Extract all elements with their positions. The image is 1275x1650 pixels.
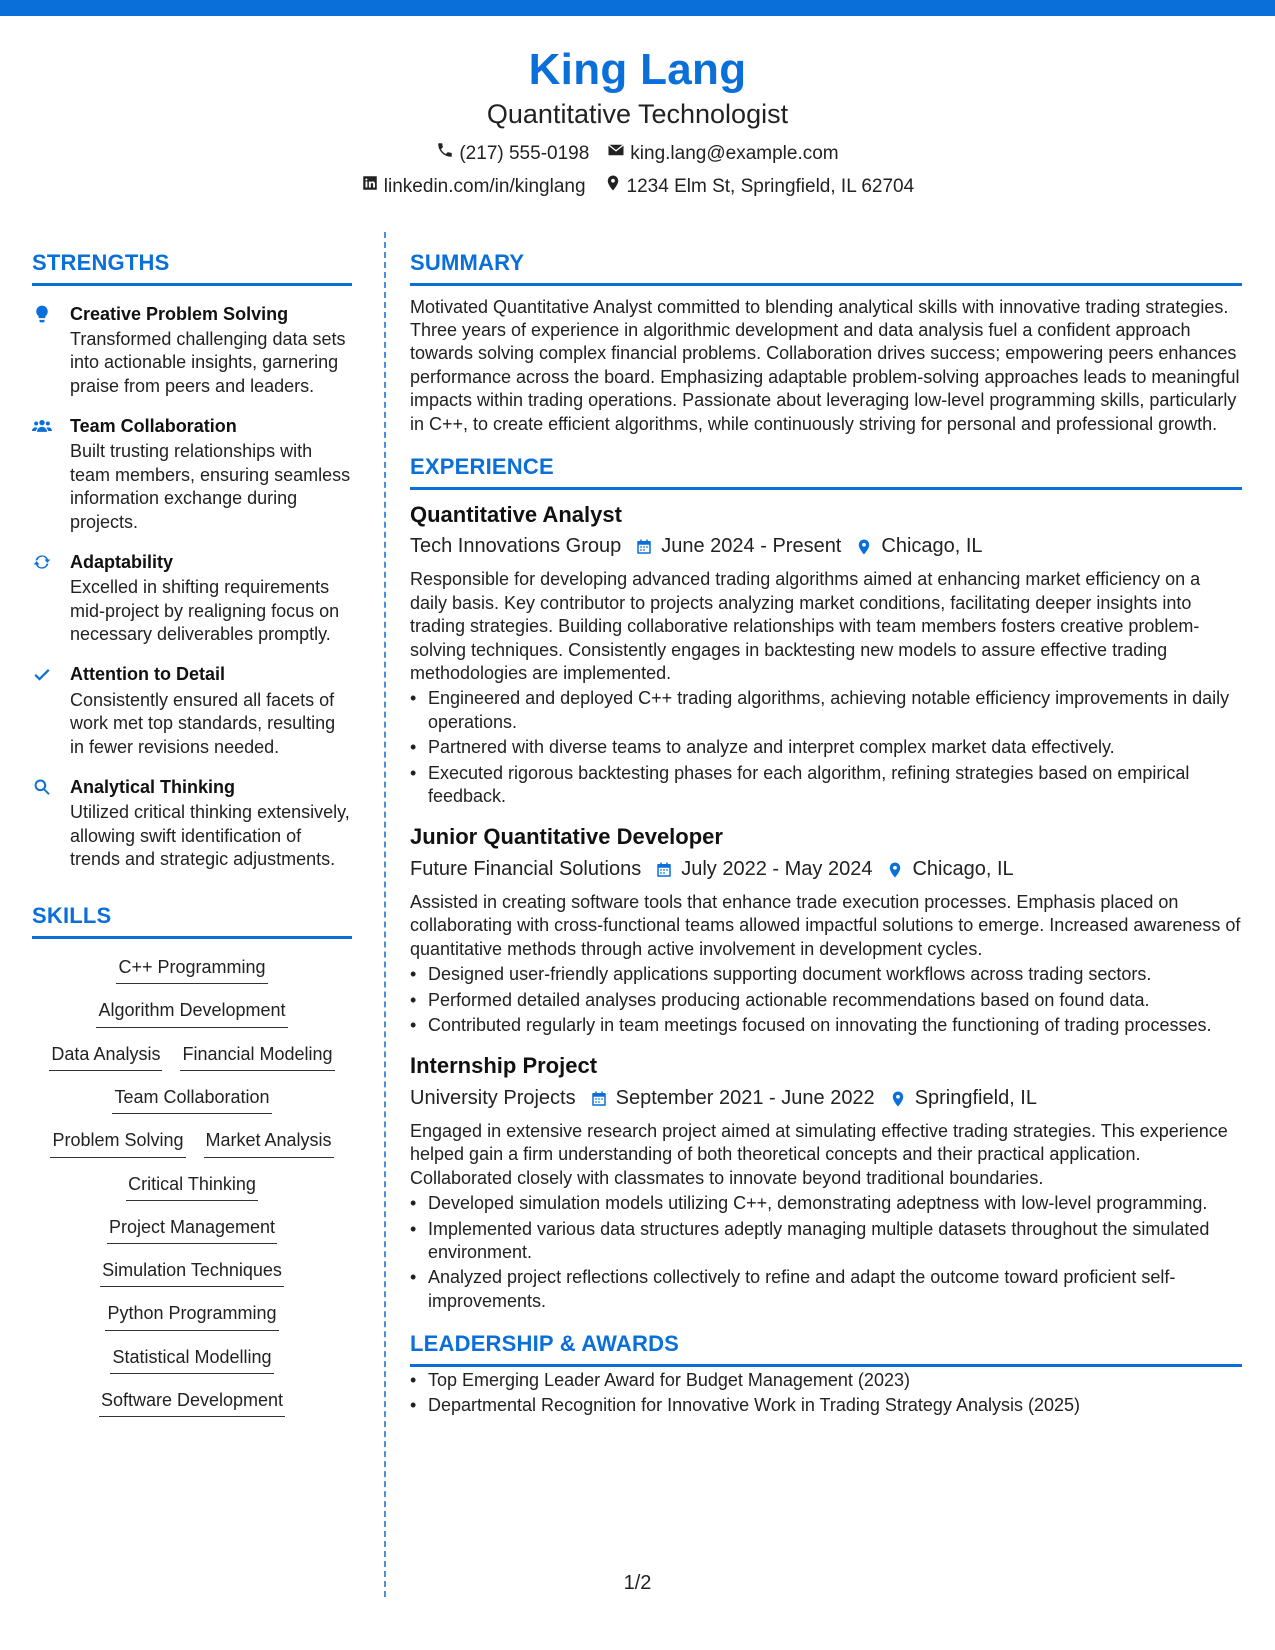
- skills-heading: SKILLS: [32, 901, 352, 939]
- bullet-item: • Contributed regularly in team meetings focused on innovating the functioning of trading processes.: [410, 1014, 1242, 1037]
- envelope-icon: [607, 141, 625, 167]
- strength-item: [32, 414, 352, 534]
- skill-tag: Problem Solving: [50, 1126, 185, 1157]
- strength-item: [32, 550, 352, 646]
- experience-heading: EXPERIENCE: [410, 452, 1242, 490]
- job-meta: [410, 1085, 1242, 1112]
- skill-tag: Python Programming: [105, 1299, 278, 1330]
- skill-row: [36, 1083, 348, 1114]
- column-divider: [384, 232, 386, 1597]
- award-item: • Top Emerging Leader Award for Budget Management (2023): [410, 1369, 1242, 1392]
- skill-tag: Statistical Modelling: [110, 1343, 273, 1374]
- skill-row: [36, 1170, 348, 1201]
- job-dates: July 2022 - May 2024: [681, 858, 873, 880]
- resume-header: [0, 46, 1275, 200]
- job-title: Internship Project: [410, 1053, 598, 1079]
- skill-tag: Software Development: [99, 1386, 285, 1417]
- summary-heading: SUMMARY: [410, 248, 1242, 286]
- job-bullets: [410, 687, 1242, 808]
- page-number: 1/2: [623, 1572, 652, 1594]
- job-title: Quantitative Analyst: [410, 501, 622, 527]
- bullet-item: • Engineered and deployed C++ trading algorithms, achieving notable efficiency improvements in daily operations.: [410, 687, 1242, 734]
- phone-contact: [436, 141, 589, 167]
- bullet-item: • Executed rigorous backtesting phases for each algorithm, refining strategies based on empirical feedback.: [410, 762, 1242, 809]
- calendar-icon: [655, 861, 673, 879]
- company-name: Future Financial Solutions: [410, 858, 642, 880]
- users-icon: [32, 414, 70, 534]
- skill-tag: Algorithm Development: [96, 996, 287, 1027]
- bullet-item: • Performed detailed analyses producing actionable recommendations based on found data.: [410, 989, 1242, 1012]
- strength-title: Adaptability: [70, 552, 174, 573]
- job-entry: [410, 500, 1242, 809]
- skill-row: [36, 1256, 348, 1287]
- strength-desc: Transformed challenging data sets into actionable insights, garnering praise from peers and leaders.: [70, 328, 346, 396]
- award-item: • Departmental Recognition for Innovative Work in Trading Strategy Analysis (2025): [410, 1394, 1242, 1417]
- job-description: Responsible for developing advanced trading algorithms aimed at enhancing market efficiency on a daily basis. Key contributor to projects analyzing market conditions, facilitating deeper insights into trading strategies. Building collaborative relationships with team members fosters creative problem-solving techniques. Consistently engages in backtesting new models to assure effective trading methodologies are implemented.: [410, 569, 1201, 683]
- skill-row: [36, 1343, 348, 1374]
- sync-icon: [32, 550, 70, 646]
- company-name: University Projects: [410, 1087, 576, 1110]
- linkedin-text: linkedin.com/in/kinglang: [383, 176, 586, 198]
- job-bullets: [410, 963, 1242, 1037]
- skill-row: [36, 1126, 348, 1157]
- linkedin-icon: [361, 174, 379, 200]
- job-entry: [410, 822, 1242, 1037]
- skill-tag: Data Analysis: [49, 1040, 162, 1071]
- strength-desc: Built trusting relationships with team members, ensuring seamless information exchange during projects.: [70, 441, 351, 532]
- phone-icon: [436, 141, 454, 167]
- leadership-list: [410, 1369, 1242, 1418]
- skill-tag: Financial Modeling: [180, 1040, 334, 1071]
- job-dates: September 2021 - June 2022: [615, 1087, 875, 1110]
- strengths-heading: STRENGTHS: [32, 248, 352, 286]
- map-pin-icon: [855, 538, 873, 556]
- bullet-item: • Analyzed project reflections collectively to refine and adapt the outcome toward proficient self-improvements.: [410, 1266, 1242, 1313]
- address-contact: [604, 174, 915, 200]
- company-name: Tech Innovations Group: [410, 535, 622, 558]
- strength-item: [32, 662, 352, 758]
- calendar-icon: [635, 538, 653, 556]
- job-description: Engaged in extensive research project aimed at simulating effective trading strategies. This experience helped gain a firm understanding of both theoretical concepts and their practical application. Collaborated closely with classmates to innovate beyond traditional boundaries.: [410, 1121, 1228, 1188]
- strength-item: [32, 302, 352, 398]
- top-accent-bar: [0, 0, 1275, 16]
- skill-tag: C++ Programming: [116, 953, 267, 984]
- job-description: Assisted in creating software tools that enhance trade execution processes. Emphasis placed on collaborating with cross-functional teams allowed impactful solutions to emerge. Increased awareness of quantitative methods through active involvement in development cycles.: [410, 892, 1241, 959]
- job-meta: [410, 856, 1242, 883]
- job-meta: [410, 533, 1242, 560]
- skill-tag: Simulation Techniques: [100, 1256, 284, 1287]
- search-icon: [32, 775, 70, 871]
- skill-tag: Market Analysis: [204, 1126, 334, 1157]
- contact-row-1: [0, 141, 1275, 167]
- strength-desc: Excelled in shifting requirements mid-project by realigning focus on necessary deliverables promptly.: [70, 577, 340, 645]
- left-column: [32, 248, 352, 1417]
- lightbulb-icon: [32, 302, 70, 398]
- phone-text: (217) 555-0198: [459, 142, 590, 164]
- strength-title: Analytical Thinking: [70, 776, 236, 797]
- map-pin-icon: [889, 1090, 907, 1108]
- skill-row: [36, 996, 348, 1027]
- bullet-item: • Partnered with diverse teams to analyze and interpret complex market data effectively.: [410, 736, 1242, 759]
- job-title: Junior Quantitative Developer: [410, 824, 723, 850]
- map-pin-icon: [886, 861, 904, 879]
- strength-desc: Consistently ensured all facets of work met top standards, resulting in fewer revisions needed.: [70, 689, 336, 757]
- strength-title: Attention to Detail: [70, 664, 225, 685]
- right-column: [410, 248, 1242, 1418]
- strength-desc: Utilized critical thinking extensively, allowing swift identification of trends and strategic adjustments.: [70, 802, 350, 870]
- candidate-title: Quantitative Technologist: [486, 99, 789, 130]
- skill-row: [36, 1040, 348, 1071]
- skill-tag: Critical Thinking: [126, 1170, 258, 1201]
- skill-row: [36, 953, 348, 984]
- leadership-heading: LEADERSHIP & AWARDS: [410, 1329, 1242, 1367]
- map-pin-icon: [604, 174, 622, 200]
- skill-tag: Project Management: [107, 1213, 277, 1244]
- email-text: king.lang@example.com: [630, 142, 839, 164]
- candidate-name: King Lang: [528, 45, 747, 94]
- skill-row: [36, 1386, 348, 1417]
- skills-list: [32, 953, 352, 1417]
- bullet-item: • Designed user-friendly applications supporting document workflows across trading sectors.: [410, 963, 1242, 986]
- calendar-icon: [590, 1090, 608, 1108]
- job-location: Springfield, IL: [914, 1087, 1037, 1110]
- job-location: Chicago, IL: [881, 535, 983, 558]
- job-dates: June 2024 - Present: [661, 535, 842, 558]
- job-location: Chicago, IL: [912, 858, 1014, 880]
- job-entry: [410, 1051, 1242, 1313]
- job-bullets: [410, 1192, 1242, 1313]
- address-text: 1234 Elm St, Springfield, IL 62704: [626, 176, 915, 198]
- strength-title: Team Collaboration: [70, 416, 237, 437]
- skill-row: [36, 1213, 348, 1244]
- strength-title: Creative Problem Solving: [70, 303, 289, 324]
- contact-row-2: [0, 174, 1275, 200]
- email-contact[interactable]: [607, 141, 838, 167]
- linkedin-contact[interactable]: [361, 174, 586, 200]
- strength-item: [32, 775, 352, 871]
- check-icon: [32, 662, 70, 758]
- summary-text: Motivated Quantitative Analyst committed to blending analytical skills with innovative trading strategies. Three years of experience in algorithmic development and data analysis fuel a confident approach towards solving complex financial problems. Collaboration drives success; empowering peers enhances performance across the board. Emphasizing adaptable problem-solving approaches leads to meaningful impacts within trading operations. Passionate about leveraging low-level programming skills, particularly in C++, to create efficient algorithms, while continuously striving for personal and professional growth.: [410, 296, 1240, 434]
- bullet-item: • Implemented various data structures adeptly managing multiple datasets throughout the simulated environment.: [410, 1218, 1242, 1265]
- skill-tag: Team Collaboration: [112, 1083, 271, 1114]
- skill-row: [36, 1299, 348, 1330]
- bullet-item: • Developed simulation models utilizing C++, demonstrating adeptness with low-level programming.: [410, 1192, 1242, 1215]
